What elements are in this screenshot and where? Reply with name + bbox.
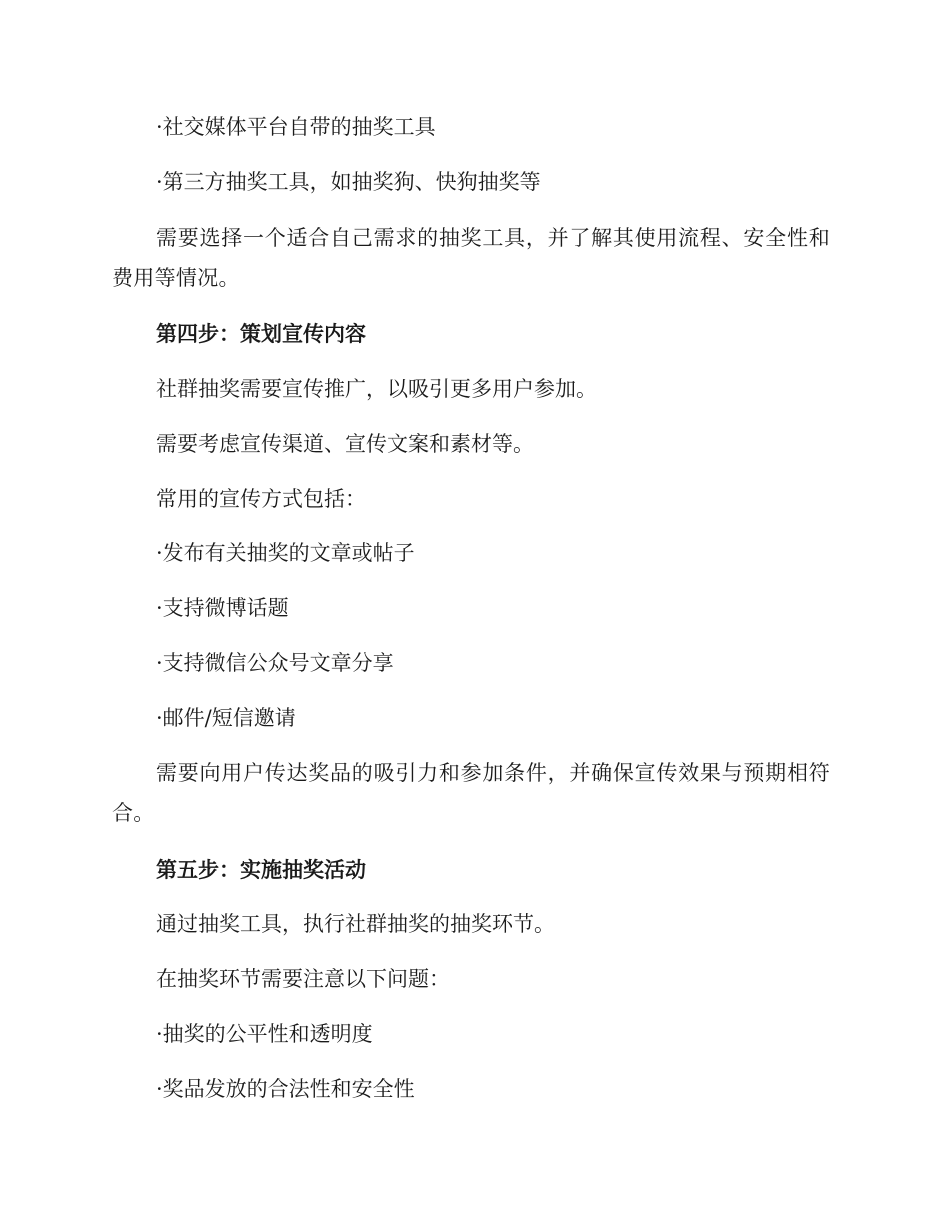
- bullet-social-media-tool: ·社交媒体平台自带的抽奖工具: [156, 115, 436, 139]
- bullet-publish-article: ·发布有关抽奖的文章或帖子: [156, 541, 415, 565]
- step5-paragraph-2: 在抽奖环节需要注意以下问题：: [156, 967, 450, 991]
- paragraph-convey: 需要向用户传达奖品的吸引力和参加条件，并确保宣传效果与预期相符合。: [112, 761, 830, 825]
- bullet-third-party-tool: ·第三方抽奖工具，如抽奖狗、快狗抽奖等: [156, 170, 541, 194]
- bullet-fairness: ·抽奖的公平性和透明度: [156, 1022, 373, 1046]
- step5-heading: 第五步：实施抽奖活动: [156, 858, 366, 882]
- bullet-wechat-share: ·支持微信公众号文章分享: [156, 651, 394, 675]
- bullet-legality: ·奖品发放的合法性和安全性: [156, 1077, 415, 1101]
- step4-heading: 第四步：策划宣传内容: [156, 322, 366, 346]
- step4-paragraph-1: 社群抽奖需要宣传推广，以吸引更多用户参加。: [156, 377, 597, 401]
- step4-paragraph-3: 常用的宣传方式包括：: [156, 487, 366, 511]
- step4-paragraph-2: 需要考虑宣传渠道、宣传文案和素材等。: [156, 432, 534, 456]
- bullet-weibo-topic: ·支持微博话题: [156, 596, 289, 620]
- step5-paragraph-1: 通过抽奖工具，执行社群抽奖的抽奖环节。: [156, 912, 555, 936]
- bullet-email-sms: ·邮件/短信邀请: [156, 706, 296, 730]
- paragraph-choose-tool: 需要选择一个适合自己需求的抽奖工具，并了解其使用流程、安全性和费用等情况。: [112, 226, 830, 290]
